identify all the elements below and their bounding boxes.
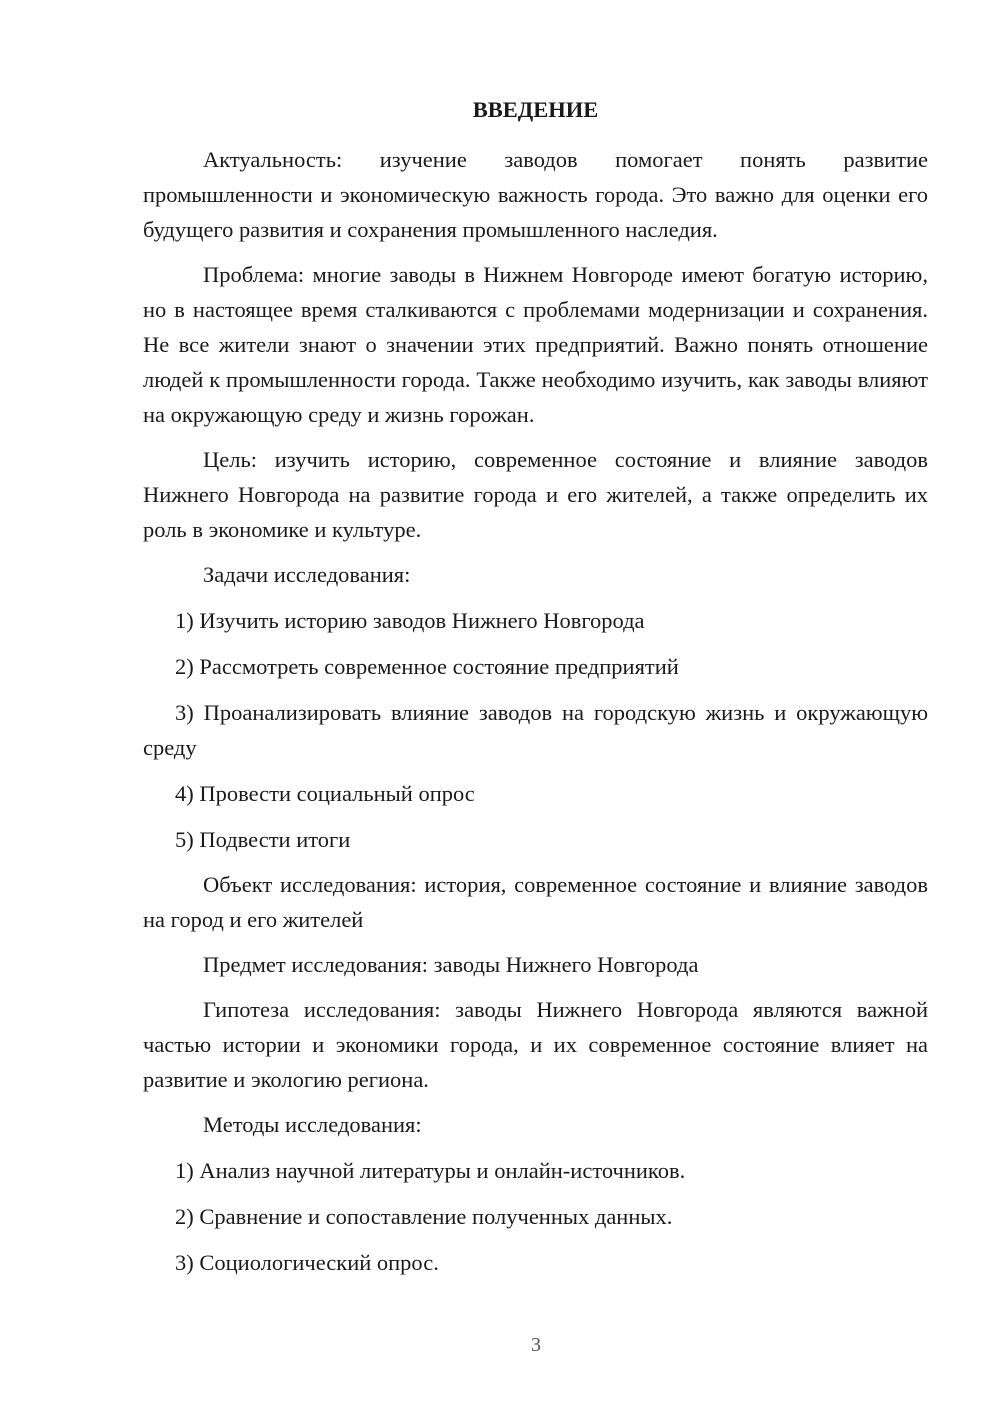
tasks-list — [143, 603, 928, 857]
problem-paragraph: Проблема: многие заводы в Нижнем Новгороде имеют богатую историю, но в настоящее время сталкиваются с проблемами модернизации и сохранения. Не все жители знают о значении этих предприятий. Важно понять отношение людей к промышленности города. Также необходимо изучить, как заводы влияют на окружающую среду и жизнь горожан. — [143, 262, 928, 427]
list-item: 2) Сравнение и сопоставление полученных данных. — [175, 1204, 673, 1229]
hypothesis-paragraph: Гипотеза исследования: заводы Нижнего Новгорода являются важной частью истории и экономики города, и их современное состояние влияет на развитие и экологию региона. — [143, 997, 928, 1092]
list-item: 3) Социологический опрос. — [175, 1250, 439, 1275]
document-body — [143, 92, 928, 1280]
tasks-heading: Задачи исследования: — [203, 562, 411, 587]
methods-heading: Методы исследования: — [203, 1112, 422, 1137]
list-item: 1) Анализ научной литературы и онлайн-источников. — [175, 1158, 686, 1183]
methods-list — [143, 1153, 928, 1280]
list-item: 1) Изучить историю заводов Нижнего Новгорода — [175, 608, 645, 633]
page-number: 3 — [531, 1334, 541, 1356]
subject-paragraph: Предмет исследования: заводы Нижнего Новгорода — [203, 952, 699, 977]
object-paragraph: Объект исследования: история, современное состояние и влияние заводов на город и его жителей — [143, 872, 928, 932]
list-item: 3) Проанализировать влияние заводов на городскую жизнь и окружающую среду — [143, 700, 928, 760]
list-item: 4) Провести социальный опрос — [175, 781, 475, 806]
goal-paragraph: Цель: изучить историю, современное состояние и влияние заводов Нижнего Новгорода на развитие города и его жителей, а также определить их роль в экономике и культуре. — [143, 447, 928, 542]
list-item: 2) Рассмотреть современное состояние предприятий — [175, 654, 679, 679]
list-item: 5) Подвести итоги — [175, 827, 351, 852]
relevance-paragraph: Актуальность: изучение заводов помогает понять развитие промышленности и экономическую важность города. Это важно для оценки его будущего развития и сохранения промышленного наследия. — [143, 147, 928, 242]
section-title: ВВЕДЕНИЕ — [472, 97, 599, 122]
